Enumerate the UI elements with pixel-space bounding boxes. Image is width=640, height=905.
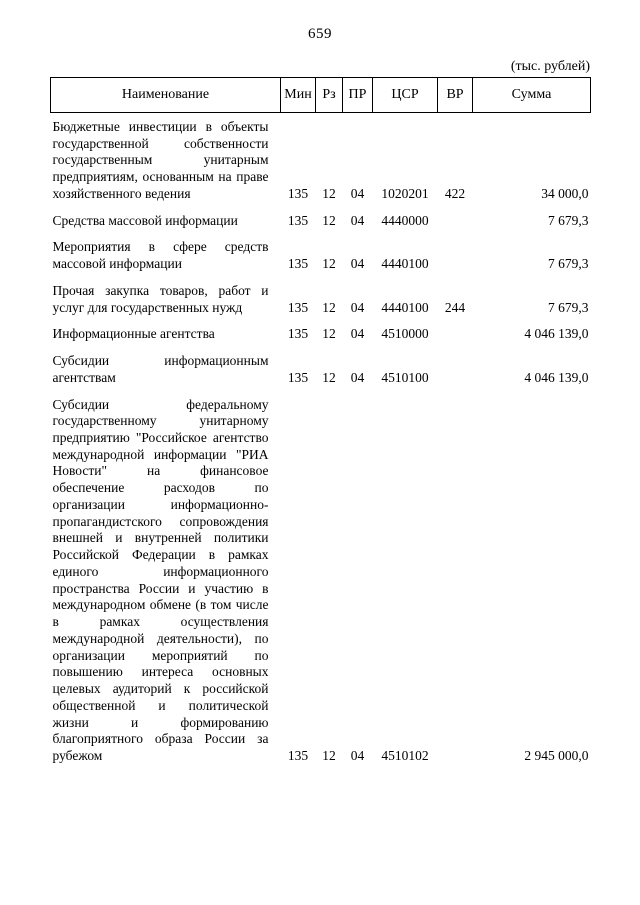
row-csr: 4440100 (381, 299, 429, 315)
row-summa: 7 679,3 (548, 299, 589, 315)
row-pr: 04 (350, 256, 365, 272)
row-rz: 12 (322, 326, 336, 342)
row-name: Мероприятия в сфере средств массовой информации (52, 239, 269, 272)
row-min: 135 (287, 299, 309, 315)
row-csr: 4510000 (381, 326, 429, 342)
row-csr: 4510100 (381, 369, 429, 385)
column-header-summa: Сумма (473, 78, 591, 113)
row-summa: 4 046 139,0 (524, 326, 589, 342)
row-pr: 04 (350, 299, 365, 315)
row-summa: 4 046 139,0 (524, 369, 589, 385)
budget-table (50, 77, 591, 769)
column-header-name: Наименование (51, 78, 281, 113)
row-summa: 2 945 000,0 (524, 747, 589, 763)
row-csr: 1020201 (381, 185, 429, 201)
table-header-row (51, 78, 591, 113)
row-rz: 12 (322, 747, 336, 763)
row-name: Прочая закупка товаров, работ и услуг для государственных нужд (52, 282, 269, 315)
row-pr: 04 (350, 369, 365, 385)
column-header-csr: ЦСР (373, 78, 438, 113)
row-min: 135 (287, 326, 309, 342)
row-name: Субсидии федеральному государственному унитарному предприятию "Российское агентство международной информации "РИА Новости" на финансовое обеспечение расходов по организации информационно-пропагандистского сопровождения внешней и внутренней политики Российской Федерации в рамках единого информационного пространства России и участию в международном обмене (в том числе в рамках осуществления международной деятельности), по организации мероприятий по повышению интереса основных целевых аудиторий к российской общественной и политической жизни и формированию благоприятного образа России за рубежом (52, 396, 269, 763)
row-rz: 12 (322, 256, 336, 272)
table-row (51, 207, 591, 234)
table-row (51, 113, 591, 207)
row-rz: 12 (322, 299, 336, 315)
row-name: Средства массовой информации (52, 212, 238, 228)
row-rz: 12 (322, 212, 336, 228)
table-body (51, 113, 591, 769)
row-vr (438, 391, 473, 769)
column-header-rz: Рз (316, 78, 343, 113)
row-summa: 7 679,3 (548, 212, 589, 228)
row-min: 135 (287, 747, 309, 763)
table-row (51, 320, 591, 347)
row-csr: 4510102 (381, 747, 429, 763)
row-min: 135 (287, 212, 309, 228)
page-number: 659 (308, 26, 332, 42)
column-header-vr: ВР (438, 78, 473, 113)
row-rz: 12 (322, 185, 336, 201)
row-name: Бюджетные инвестиции в объекты государственной собственности государственным унитарным предприятиям, основанным на праве хозяйственного ведения (52, 119, 269, 201)
column-header-pr: ПР (343, 78, 373, 113)
row-pr: 04 (350, 747, 365, 763)
row-name: Информационные агентства (52, 326, 215, 342)
row-csr: 4440000 (381, 212, 429, 228)
row-rz: 12 (322, 369, 336, 385)
table-row (51, 391, 591, 769)
row-pr: 04 (350, 185, 365, 201)
row-pr: 04 (350, 326, 365, 342)
table-row (51, 347, 591, 390)
units-note: (тыс. рублей) (510, 59, 590, 74)
row-pr: 04 (350, 212, 365, 228)
column-header-min: Мин (281, 78, 316, 113)
row-summa: 7 679,3 (548, 256, 589, 272)
row-min: 135 (287, 185, 309, 201)
row-min: 135 (287, 256, 309, 272)
table-row (51, 277, 591, 320)
row-csr: 4440100 (381, 256, 429, 272)
row-vr (438, 207, 473, 234)
row-vr: 422 (444, 185, 466, 201)
row-vr (438, 347, 473, 390)
row-vr (438, 233, 473, 276)
table-row (51, 233, 591, 276)
row-summa: 34 000,0 (541, 185, 589, 201)
row-vr (438, 320, 473, 347)
row-min: 135 (287, 369, 309, 385)
row-name: Субсидии информационным агентствам (52, 353, 269, 385)
row-vr: 244 (444, 299, 466, 315)
